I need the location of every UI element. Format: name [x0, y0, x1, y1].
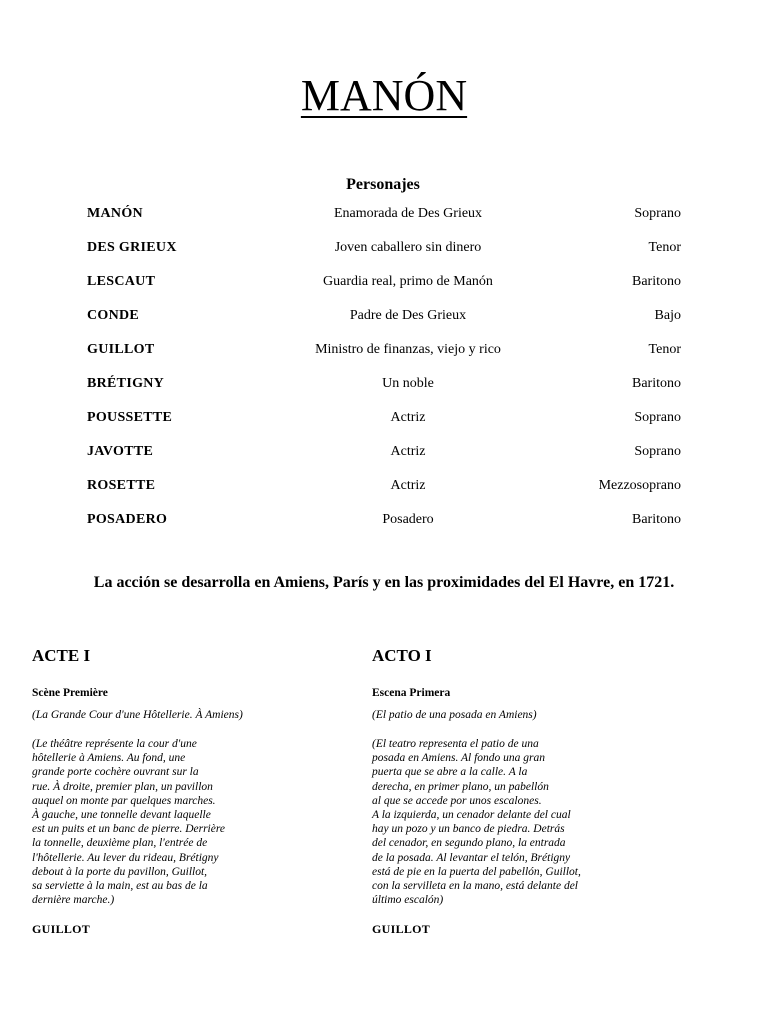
cast-description: Posadero [382, 512, 434, 527]
french-column [32, 645, 372, 937]
cast-description: Actriz [390, 478, 426, 493]
act-heading: ACTO I [372, 646, 432, 665]
speaker-name: GUILLOT [372, 922, 431, 937]
cast-description: Un noble [382, 376, 434, 391]
cast-row [0, 438, 768, 472]
cast-name: ROSETTE [87, 478, 156, 493]
cast-voice: Soprano [634, 444, 681, 459]
cast-description: Joven caballero sin dinero [334, 240, 482, 255]
cast-name: CONDE [87, 308, 140, 323]
act-heading: ACTE I [32, 646, 91, 665]
cast-row [0, 200, 768, 234]
cast-row [0, 302, 768, 336]
cast-row [0, 268, 768, 302]
page-title [0, 70, 768, 122]
cast-voice: Bajo [654, 308, 681, 323]
cast-description: Padre de Des Grieux [349, 308, 467, 323]
cast-row [0, 404, 768, 438]
personajes-heading: Personajes [346, 176, 420, 193]
spanish-column [372, 645, 712, 937]
scene-location: (El patio de una posada en Amiens) [372, 709, 537, 721]
cast-description: Actriz [390, 444, 426, 459]
cast-list [0, 200, 768, 540]
cast-description: Enamorada de Des Grieux [333, 206, 483, 221]
cast-row [0, 472, 768, 506]
cast-name: JAVOTTE [87, 444, 154, 459]
cast-name: DES GRIEUX [87, 240, 177, 255]
cast-row [0, 370, 768, 404]
cast-row [0, 506, 768, 540]
cast-voice: Mezzosoprano [598, 478, 681, 493]
cast-name: BRÉTIGNY [87, 376, 165, 391]
cast-row [0, 234, 768, 268]
cast-voice: Baritono [632, 512, 681, 527]
cast-name: GUILLOT [87, 342, 155, 357]
title-text: MANÓN [300, 71, 468, 120]
cast-row [0, 336, 768, 370]
stage-direction: (Le théâtre représente la cour d'une hôtellerie à Amiens. Au fond, une grande porte cochère ouvrant sur la rue. À droite, premier plan, un pavillon auquel on monte par quelques marches. À gauche, une tonnelle devant laquelle est un puits et un banc de pierre. Derrière la tonnelle, deuxième plan, l'entrée de l'hôtellerie. Au lever du rideau, Brétigny debout à la porte du pavillon, Guillot, sa serviette à la main, est au bas de la dernière marche.) [32, 738, 226, 907]
cast-name: POSADERO [87, 512, 168, 527]
cast-name: POUSSETTE [87, 410, 173, 425]
cast-name: MANÓN [87, 206, 143, 221]
scene-heading: Scène Première [32, 687, 108, 699]
scene-heading: Escena Primera [372, 687, 451, 699]
cast-description: Ministro de finanzas, viejo y rico [315, 342, 501, 357]
cast-voice: Tenor [648, 240, 681, 255]
cast-voice: Baritono [632, 376, 681, 391]
speaker-name: GUILLOT [32, 922, 91, 937]
cast-name: LESCAUT [87, 274, 156, 289]
cast-voice: Soprano [634, 206, 681, 221]
setting-paragraph: La acción se desarrolla en Amiens, París y en las proximidades del El Havre, en 1721. [93, 574, 675, 591]
stage-direction: (El teatro representa el patio de una posada en Amiens. Al fondo una gran puerta que se abre a la calle. A la derecha, en primer plano, un pabellón al que se accede por unos escalones. A la izquierda, un cenador delante del cual hay un pozo y un banco de piedra. Detrás del cenador, en segundo plano, la entrada de la posada. Al levantar el telón, Brétigny está de pie en la puerta del pabellón, Guillot, con la servilleta en la mano, está delante del último escalón) [372, 738, 581, 907]
scene-location: (La Grande Cour d'une Hôtellerie. À Amiens) [32, 709, 243, 721]
cast-voice: Tenor [648, 342, 681, 357]
cast-voice: Baritono [632, 274, 681, 289]
cast-description: Actriz [390, 410, 426, 425]
cast-description: Guardia real, primo de Manón [323, 274, 493, 289]
cast-voice: Soprano [634, 410, 681, 425]
